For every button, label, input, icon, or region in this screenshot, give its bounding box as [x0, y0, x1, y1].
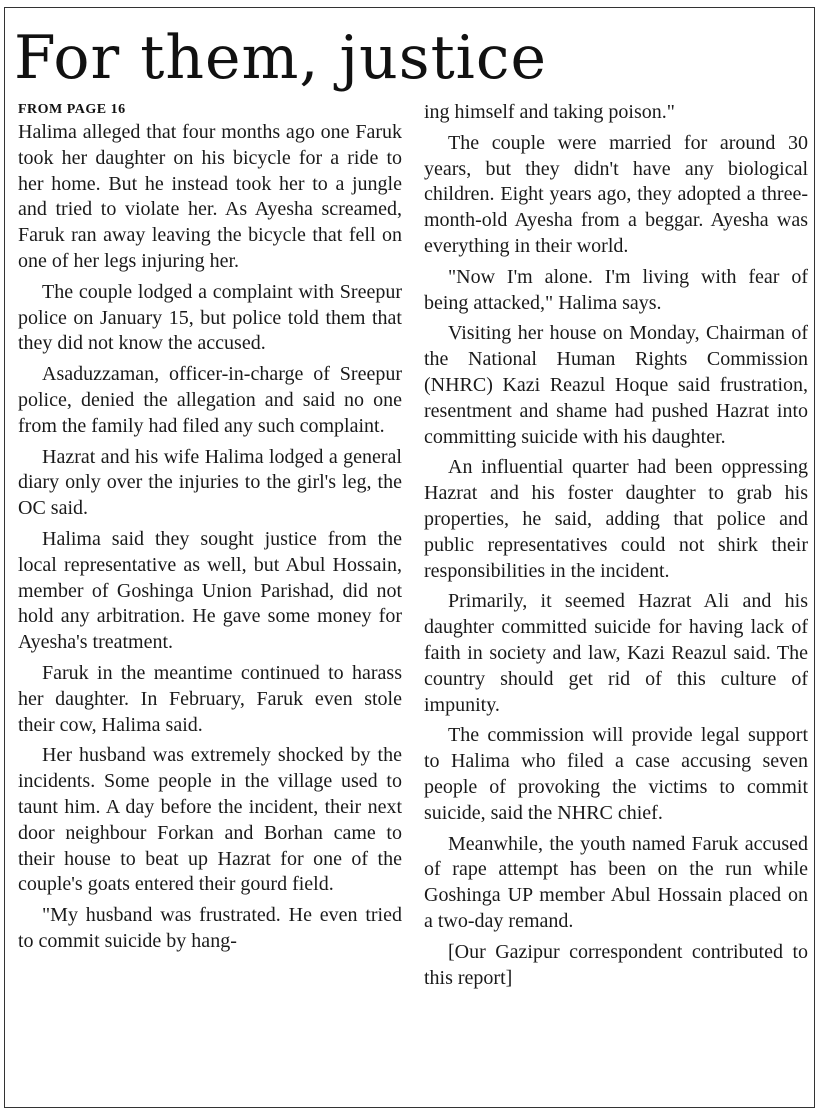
- paragraph: "Now I'm alone. I'm living with fear of being attacked," Halima says.: [424, 265, 808, 314]
- paragraph: Hazrat and his wife Halima lodged a general diary only over the injuries to the girl's leg, the OC said.: [18, 445, 402, 520]
- headline: For them, justice: [14, 23, 547, 93]
- paragraph: Visiting her house on Monday, Chairman of the National Human Rights Commission (NHRC) Kazi Reazul Hoque said frustration, resentment and shame had pushed Hazrat into committing suicide with his daughter.: [424, 322, 808, 448]
- paragraph: Asaduzzaman, officer-in-charge of Sreepur police, denied the allegation and said no one from the family had filed any such complaint.: [18, 363, 402, 437]
- paragraph: Primarily, it seemed Hazrat Ali and his daughter committed suicide for having lack of faith in society and law, Kazi Reazul said. The country should get rid of this culture of impunity.: [424, 590, 808, 716]
- paragraph: Meanwhile, the youth named Faruk accused of rape attempt has been on the run while Goshinga UP member Abul Hossain placed on a two-day remand.: [424, 832, 808, 932]
- paragraph: ing himself and taking poison.": [424, 101, 675, 123]
- paragraph: The commission will provide legal support to Halima who filed a case accusing seven people of provoking the victims to commit suicide, said the NHRC chief.: [424, 724, 808, 824]
- top-rule: [4, 7, 815, 8]
- bottom-rule: [4, 1107, 815, 1108]
- paragraph: An influential quarter had been oppressing Hazrat and his foster daughter to grab his properties, he said, adding that police and public representatives could not shirk their responsibilities in the incident.: [424, 456, 808, 582]
- left-rule: [4, 7, 5, 1108]
- credit-line: [Our Gazipur correspondent contributed to this report]: [424, 940, 808, 989]
- paragraph: Halima said they sought justice from the local representative as well, but Abul Hossain, member of Goshinga Union Parishad, did not hold any arbitration. He gave some money for Ayesha's treatment.: [18, 527, 402, 654]
- paragraph: Her husband was extremely shocked by the incidents. Some people in the village used to taunt him. A day before the incident, their next door neighbour Forkan and Borhan came to their house to beat up Hazrat for one of the couple's goats entered their gourd field.: [18, 744, 402, 896]
- right-rule: [814, 7, 815, 1108]
- paragraph: Faruk in the meantime continued to harass her daughter. In February, Faruk even stole their cow, Halima said.: [18, 661, 402, 736]
- paragraph: Halima alleged that four months ago one Faruk took her daughter on his bicycle for a ride to her home. But he instead took her to a jungle and tried to violate her. As Ayesha screamed, Faruk ran away leaving the bicycle that fell on one of her legs injuring her.: [18, 121, 402, 272]
- paragraph: The couple were married for around 30 years, but they didn't have any biological children. Eight years ago, they adopted a three-month-old Ayesha from a beggar. Ayesha was everything in their world.: [424, 131, 808, 257]
- article-body: [18, 100, 808, 1100]
- column-right: [424, 100, 808, 1100]
- paragraph: "My husband was frustrated. He even tried to commit suicide by hang-: [18, 904, 402, 952]
- continued-from-label: FROM PAGE 16: [18, 102, 126, 117]
- paragraph: The couple lodged a complaint with Sreepur police on January 15, but police told them that they did not know the accused.: [18, 280, 402, 355]
- column-left: [18, 100, 402, 1100]
